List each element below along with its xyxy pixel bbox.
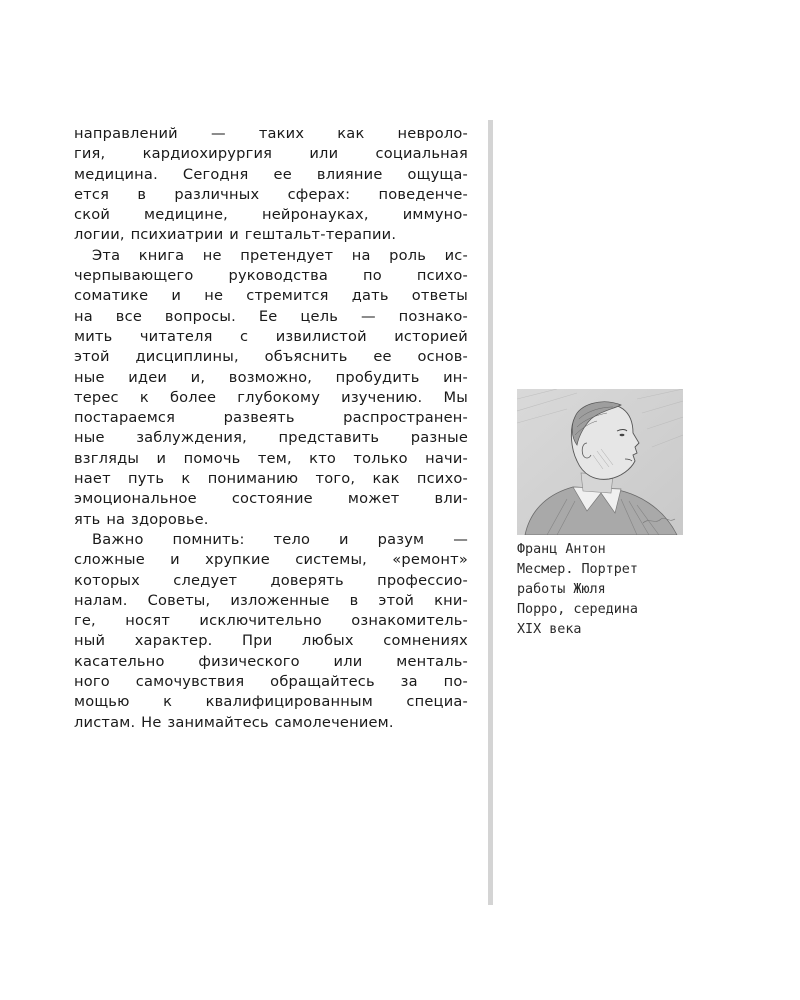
text-line: ской медицине, нейронауках, иммуно- [74, 206, 468, 224]
caption-line: Порро, середина [517, 602, 638, 617]
paragraph [74, 246, 468, 530]
text-line: терес к более глубокому изучению. Мы [74, 388, 468, 406]
caption-line: Месмер. Портрет [517, 562, 638, 577]
portrait-illustration [517, 389, 683, 535]
caption-line: Франц Антон [517, 542, 606, 557]
text-line: касательно физического или менталь- [74, 652, 468, 670]
main-text-column [74, 124, 468, 733]
text-line: которых следует доверять профессио- [74, 571, 468, 589]
text-line: ется в различных сферах: поведенче- [74, 185, 468, 203]
text-line: постараемся развеять распространен- [74, 409, 468, 427]
text-line: направлений — таких как невроло- [74, 125, 468, 142]
text-line: ять на здоровье. [74, 510, 209, 528]
text-line: этой дисциплины, объяснить ее основ- [74, 348, 468, 366]
text-line: ного самочувствия обращайтесь за по- [74, 673, 468, 691]
text-line: медицина. Сегодня ее влияние ощуща- [74, 165, 468, 183]
column-divider [488, 120, 493, 905]
text-line: на все вопросы. Ее цель — познако- [74, 307, 468, 325]
text-line: логии, психиатрии и гештальт-терапии. [74, 226, 397, 244]
text-line: Важно помнить: тело и разум — [92, 530, 468, 548]
text-line: соматике и не стремится дать ответы [74, 287, 468, 305]
text-line: Эта книга не претендует на роль ис- [92, 246, 468, 264]
text-line: ные идеи и, возможно, пробудить ин- [74, 368, 468, 386]
text-line: ные заблуждения, представить разные [74, 429, 468, 447]
text-line: сложные и хрупкие системы, «ремонт» [74, 551, 468, 569]
text-line: эмоциональное состояние может вли- [74, 490, 468, 508]
text-line: налам. Советы, изложенные в этой кни- [74, 591, 468, 609]
paragraph [74, 530, 468, 733]
text-line: мить читателя с извилистой историей [74, 327, 468, 345]
text-line: ге, носят исключительно ознакомитель- [74, 612, 468, 630]
text-line: взгляды и помочь тем, кто только начи- [74, 449, 468, 467]
paragraph [74, 124, 468, 246]
caption-line: XIX века [517, 622, 582, 637]
text-line: нает путь к пониманию того, как психо- [74, 470, 468, 488]
text-line: мощью к квалифицированным специа- [74, 693, 468, 711]
text-line: листам. Не занимайтесь самолечением. [74, 713, 394, 731]
caption-line: работы Жюля [517, 582, 606, 597]
text-line: черпывающего руководства по психо- [74, 267, 468, 285]
portrait-figure [517, 389, 683, 640]
text-line: ный характер. При любых сомнениях [74, 632, 468, 650]
text-line: гия, кардиохирургия или социальная [74, 145, 468, 163]
portrait-caption [517, 540, 687, 640]
